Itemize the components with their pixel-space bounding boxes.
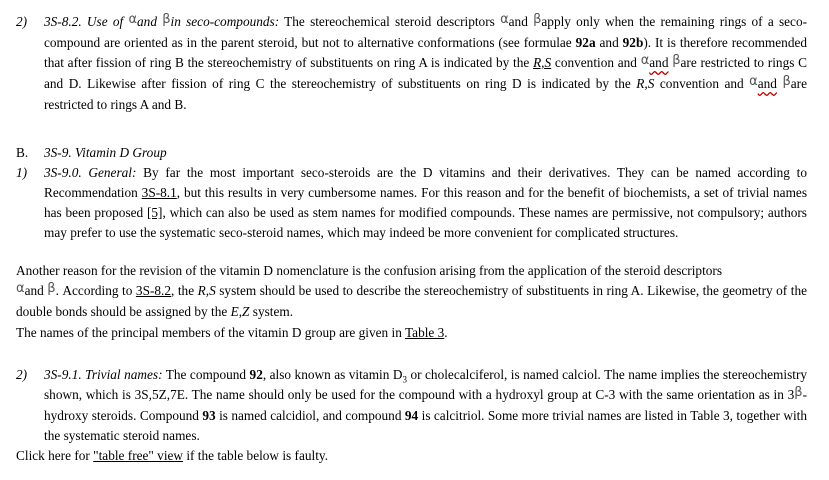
item-number: 2) bbox=[16, 14, 28, 29]
heading-and: and bbox=[137, 14, 157, 29]
ez-notation: E,Z bbox=[230, 304, 250, 319]
text: , the bbox=[171, 283, 195, 298]
text: and bbox=[599, 35, 619, 50]
text: . According to bbox=[55, 283, 133, 298]
paragraph-principal-names bbox=[16, 323, 807, 343]
text: The names of the principal members of the vitamin D group are given in bbox=[16, 325, 402, 340]
rs-link[interactable]: R,S bbox=[533, 55, 552, 70]
table-free-view-link[interactable]: "table free" view bbox=[93, 448, 184, 463]
text: The compound bbox=[165, 367, 247, 382]
alpha-symbol: α bbox=[16, 281, 25, 296]
item-body bbox=[44, 365, 807, 446]
beta-symbol: β bbox=[794, 385, 803, 400]
text: system. bbox=[252, 304, 294, 319]
text: , also known as vitamin D bbox=[262, 367, 403, 382]
text: -hydroxy steroids. Compound bbox=[44, 387, 808, 423]
item-heading: General: bbox=[88, 165, 137, 180]
spell-flag-and: and bbox=[649, 55, 669, 70]
compound-ref: 92 bbox=[249, 367, 263, 382]
alpha-symbol: α bbox=[128, 12, 138, 27]
table-free-notice bbox=[16, 446, 807, 466]
beta-symbol: β bbox=[162, 12, 171, 27]
text: are restricted to rings C and D. Likewise after fission of ring C the stereochemistry of substituents on ring D is indicated by the bbox=[44, 55, 808, 91]
compound-ref: 94 bbox=[404, 408, 419, 423]
text: The stereochemical steroid descriptors bbox=[284, 14, 495, 29]
alpha-symbol: α bbox=[640, 53, 650, 68]
formula-ref: 92b bbox=[622, 35, 644, 50]
text: or cholecalciferol, is named calciol. The name implies the stereochemistry shown, which is bbox=[44, 367, 808, 402]
beta-symbol: β bbox=[672, 53, 681, 68]
text: apply only when the remaining rings of a seco-compound are oriented as in the parent steroid, but not to alternative conformations (see formulae bbox=[44, 14, 808, 50]
compound-ref: 93 bbox=[202, 408, 216, 423]
text: is calcitriol. Some more trivial names are listed in Table 3, together with the systematic steroid names. bbox=[44, 408, 808, 443]
text: system should be used to describe the stereochemistry of substituents in ring A. Likewise, the geometry of the double bonds should be assigned by the bbox=[16, 283, 807, 319]
item-body bbox=[44, 12, 807, 115]
text: if the table below is faulty. bbox=[186, 448, 329, 463]
alpha-symbol: α bbox=[749, 74, 758, 89]
text: , which can also be used as stem names for modified compounds. These names are permissive, not compulsory; authors may prefer to use the systematic seco-steroid names, which may indeed be more convenient for complicated structures. bbox=[44, 205, 807, 240]
rs-notation: R,S bbox=[636, 76, 655, 91]
item-heading: Trivial names: bbox=[85, 367, 163, 382]
text: ). It is therefore recommended that after fission of ring B the stereochemistry of substituents on ring A is indicated by the bbox=[44, 35, 808, 70]
recommendation-link-3s-8-2[interactable]: 3S-8.2 bbox=[135, 283, 172, 298]
alpha-symbol: α bbox=[500, 12, 509, 27]
spell-flag-and: and bbox=[757, 76, 777, 91]
item-code: 3S-9.0. bbox=[44, 165, 82, 180]
text: are restricted to rings A and B. bbox=[44, 76, 807, 112]
rs-notation: R,S bbox=[197, 283, 216, 298]
text: Another reason for the revision of the vitamin D nomenclature is the confusion arising from the application of the steroid descriptors bbox=[16, 263, 723, 278]
reference-link-5[interactable]: [5] bbox=[146, 205, 163, 220]
item-3s-9-0 bbox=[16, 163, 807, 243]
item-3s-9-1 bbox=[16, 365, 807, 446]
item-body bbox=[44, 163, 807, 243]
text: . bbox=[444, 325, 448, 340]
item-3s-8-2 bbox=[16, 12, 807, 115]
item-code: 3S-9.1. bbox=[44, 367, 82, 382]
section-b-heading bbox=[16, 143, 807, 163]
text: convention and bbox=[659, 76, 744, 91]
paragraph-revision-reason bbox=[16, 261, 807, 322]
table-3-link[interactable]: Table 3 bbox=[404, 325, 445, 340]
beta-symbol: β bbox=[533, 12, 542, 27]
section-title: 3S-9. Vitamin D Group bbox=[44, 145, 167, 160]
item-number: 1) bbox=[16, 165, 28, 180]
text: , but this results in very cumbersome names. For this reason and for the benefit of biochemists, a set of trivial names has been proposed bbox=[44, 185, 808, 220]
item-heading-part: in seco-compounds: bbox=[170, 14, 280, 29]
item-number: 2) bbox=[16, 367, 28, 382]
text: . The name should only be used for the compound with a hydroxyl group at C-3 with the same orientation as in 3 bbox=[184, 387, 795, 402]
formula-ref: 92a bbox=[575, 35, 596, 50]
text: is named calcidiol, and compound bbox=[219, 408, 402, 423]
text: convention and bbox=[554, 55, 637, 70]
item-code: 3S-8.2. bbox=[44, 14, 82, 29]
item-heading-part: Use of bbox=[86, 14, 124, 29]
stereo-descriptor: 3S,5Z,7E bbox=[134, 387, 185, 402]
section-label: B. bbox=[16, 145, 29, 160]
text: and bbox=[508, 14, 528, 29]
beta-symbol: β bbox=[782, 74, 791, 89]
subscript: 3 bbox=[402, 374, 407, 385]
text: and bbox=[24, 283, 44, 298]
text: By far the most important seco-steroids are the D vitamins and their derivatives. They can be named according to Recommendation bbox=[44, 165, 808, 200]
recommendation-link-3s-8-1[interactable]: 3S-8.1 bbox=[141, 185, 177, 200]
text: Click here for bbox=[16, 448, 90, 463]
beta-symbol: β bbox=[47, 281, 56, 296]
